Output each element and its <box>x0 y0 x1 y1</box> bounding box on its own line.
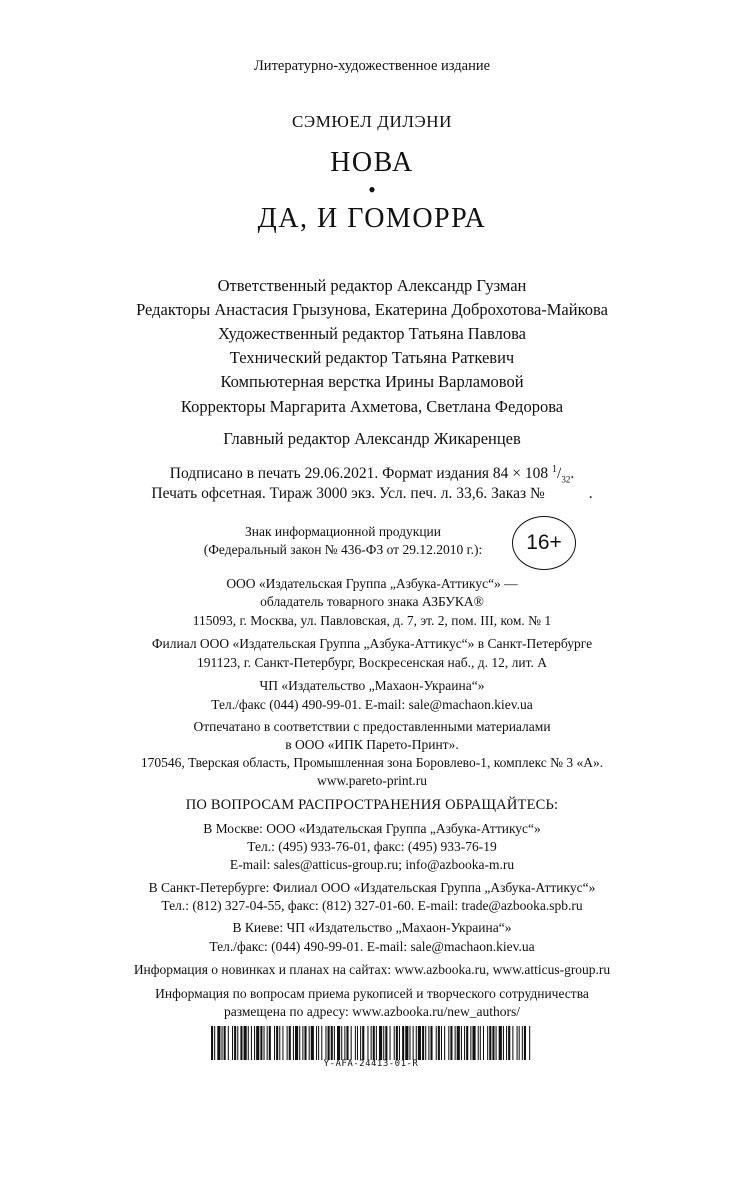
credit-line: Редакторы Анастасия Грызунова, Екатерина Доброхотова-Майкова <box>136 300 608 319</box>
barcode-bar <box>311 1026 314 1060</box>
branch-line: Филиал ООО «Издательская Группа „Азбука-Аттикус“» в Санкт-Петербурге <box>151 636 593 651</box>
barcode-bar <box>385 1026 387 1060</box>
barcode-bar <box>405 1026 408 1060</box>
chief-editor: Главный редактор Александр Жикаренцев <box>223 429 521 448</box>
barcode-bar <box>455 1026 456 1060</box>
barcode-bar <box>282 1026 283 1060</box>
barcode-bar <box>499 1026 502 1060</box>
barcode-bar <box>373 1026 375 1060</box>
fraction-denominator: 32 <box>561 474 571 485</box>
barcode-bar <box>248 1026 249 1060</box>
kiev-line: В Киеве: ЧП «Издательство „Махаон-Украина“» <box>232 920 512 935</box>
barcode-bar <box>222 1026 223 1060</box>
barcode-bar <box>444 1026 445 1060</box>
barcode-bar <box>309 1026 310 1060</box>
barcode-bar <box>346 1026 348 1060</box>
barcode-bar <box>214 1026 215 1060</box>
barcode-bar <box>399 1026 400 1060</box>
barcode-bar <box>383 1026 384 1060</box>
barcode-bar <box>321 1026 322 1060</box>
barcode-bar <box>517 1026 518 1060</box>
barcode-bar <box>480 1026 481 1060</box>
barcode-bar <box>371 1026 372 1060</box>
title-separator: • <box>368 177 376 202</box>
barcode-bar <box>492 1026 494 1060</box>
barcode-text: Y-AFA-24413-01-R <box>323 1059 419 1069</box>
barcode-bar <box>464 1026 465 1060</box>
age-rating-badge: 16+ <box>512 516 576 570</box>
barcode-bar <box>487 1026 488 1060</box>
barcode-bar <box>234 1026 236 1060</box>
barcode-bar <box>508 1026 510 1060</box>
barcode-bar <box>237 1026 238 1060</box>
barcode-bar <box>461 1026 462 1060</box>
barcode-bar <box>413 1026 414 1060</box>
credit-line: Корректоры Маргарита Ахметова, Светлана Федорова <box>180 397 564 416</box>
barcode-bar <box>293 1026 294 1060</box>
publisher-line: ООО «Издательская Группа „Азбука-Аттикус“» — <box>226 576 518 591</box>
publisher-line: обладатель товарного знака АЗБУКА® <box>260 594 484 609</box>
branch-line: 191123, г. Санкт-Петербург, Воскресенская наб., д. 12, лит. А <box>197 655 547 670</box>
barcode-bar <box>337 1026 340 1060</box>
barcode-bar <box>529 1026 530 1060</box>
manuscripts-line: Информация по вопросам приема рукописей и творческого сотрудничества <box>155 986 589 1001</box>
barcode-bar <box>360 1026 361 1060</box>
printer-line: Отпечатано в соответствии с предоставленными материалами <box>193 719 551 734</box>
kiev-line: Тел./факс: (044) 490-99-01. E-mail: sale@machaon.kiev.ua <box>209 939 535 954</box>
printer-line: в ООО «ИПК Парето-Принт». <box>285 737 459 752</box>
book-title-2: ДА, И ГОМОРРА <box>257 203 487 234</box>
print-info-text: . <box>588 485 593 502</box>
printer-line: 170546, Тверская область, Промышленная зона Боровлево-1, комплекс № 3 «А». <box>140 755 604 770</box>
print-info-text: Печать офсетная. Тираж 3000 экз. Усл. печ. л. 33,6. Заказ № <box>151 485 545 502</box>
barcode-bar <box>289 1026 291 1060</box>
barcode-bar <box>506 1026 507 1060</box>
spb-line: В Санкт-Петербурге: Филиал ООО «Издательская Группа „Азбука-Аттикус“» <box>148 880 596 895</box>
barcode-bar <box>299 1026 300 1060</box>
barcode-bar <box>390 1026 391 1060</box>
barcode-bar <box>260 1026 262 1060</box>
barcode-bar <box>351 1026 352 1060</box>
barcode-bar <box>448 1026 449 1060</box>
barcode-bar <box>334 1026 335 1060</box>
barcode-bar <box>519 1026 520 1060</box>
manuscripts-line: размещена по адресу: www.azbooka.ru/new_authors/ <box>223 1004 521 1019</box>
barcode-bar <box>256 1026 259 1060</box>
moscow-line: E-mail: sales@atticus-group.ru; info@azbooka-m.ru <box>229 857 515 872</box>
barcode-bar <box>224 1026 226 1060</box>
barcode-bar <box>422 1026 424 1060</box>
barcode-bar <box>211 1026 213 1060</box>
barcode-bar <box>325 1026 326 1060</box>
barcode-bar <box>522 1026 523 1060</box>
barcode-bar <box>362 1026 364 1060</box>
spb-line: Тел.: (812) 327-04-55, факс: (812) 327-01-60. E-mail: trade@azbooka.spb.ru <box>161 898 583 913</box>
barcode-bar <box>483 1026 484 1060</box>
moscow-line: Тел.: (495) 933-76-01, факс: (495) 933-76-19 <box>247 839 497 854</box>
barcode-bar <box>328 1026 330 1060</box>
barcode-bar <box>430 1026 432 1060</box>
barcode-bar <box>503 1026 504 1060</box>
publisher-line: 115093, г. Москва, ул. Павловская, д. 7, эт. 2, пом. III, ком. № 1 <box>192 613 552 628</box>
barcode-bar <box>304 1026 306 1060</box>
barcode-bar <box>318 1026 319 1060</box>
barcode-bar <box>402 1026 404 1060</box>
barcode-bar <box>316 1026 317 1060</box>
barcode-bar <box>217 1026 220 1060</box>
barcode-bar <box>524 1026 526 1060</box>
barcode-bar <box>441 1026 442 1060</box>
barcode-bar <box>470 1026 471 1060</box>
barcode-bar <box>450 1026 452 1060</box>
ukraine-line: ЧП «Издательство „Махаон-Украина“» <box>259 678 485 693</box>
barcode-bar <box>269 1026 271 1060</box>
barcode-bar <box>341 1026 342 1060</box>
barcode-bar <box>438 1026 440 1060</box>
websites-line: Информация о новинках и планах на сайтах: www.azbooka.ru, www.atticus-group.ru <box>133 962 611 977</box>
book-title-1: НОВА <box>330 147 414 178</box>
credit-line: Художественный редактор Татьяна Павлова <box>218 324 526 343</box>
barcode-bar <box>264 1026 265 1060</box>
barcode-bar <box>478 1026 479 1060</box>
barcode-bar <box>244 1026 247 1060</box>
barcode-bar <box>344 1026 345 1060</box>
barcode-bar <box>379 1026 382 1060</box>
barcode-bar <box>279 1026 280 1060</box>
barcode-bar <box>409 1026 410 1060</box>
barcode-bar <box>496 1026 497 1060</box>
info-symbol-law: (Федеральный закон № 436-ФЗ от 29.12.2010 г.): <box>203 542 483 557</box>
barcode-bar <box>376 1026 377 1060</box>
barcode-bar <box>251 1026 252 1060</box>
barcode-bar <box>472 1026 475 1060</box>
barcode-bar <box>416 1026 417 1060</box>
print-info-text: . <box>570 465 575 483</box>
fraction-numerator: 1 <box>552 464 558 475</box>
barcode-bar <box>240 1026 242 1060</box>
author-name: СЭМЮЕЛ ДИЛЭНИ <box>291 112 453 131</box>
barcode-bar <box>418 1026 421 1060</box>
credit-line: Компьютерная верстка Ирины Варламовой <box>220 372 524 391</box>
barcode-bar <box>355 1026 356 1060</box>
barcode-bar <box>331 1026 333 1060</box>
barcode-bar <box>394 1026 395 1060</box>
barcode-bar <box>274 1026 275 1060</box>
barcode-bar <box>357 1026 358 1060</box>
barcode-bar <box>512 1026 513 1060</box>
barcode-bar <box>425 1026 426 1060</box>
fraction-slash: / <box>557 465 562 483</box>
print-info-text: Подписано в печать 29.06.2021. Формат издания 84 × 108 <box>169 465 553 483</box>
barcode-bar <box>367 1026 368 1060</box>
barcode-bar <box>302 1026 303 1060</box>
barcode-bar <box>457 1026 460 1060</box>
barcode-bar <box>295 1026 298 1060</box>
barcode-bar <box>436 1026 437 1060</box>
genre-label: Литературно-художественное издание <box>253 58 491 74</box>
print-info-line-2 <box>0 485 744 503</box>
barcode-bar <box>232 1026 233 1060</box>
info-symbol-label: Знак информационной продукции <box>244 524 442 539</box>
barcode-bar <box>267 1026 268 1060</box>
printer-line: www.pareto-print.ru <box>316 773 428 788</box>
distribution-heading: ПО ВОПРОСАМ РАСПРОСТРАНЕНИЯ ОБРАЩАЙТЕСЬ: <box>185 797 559 813</box>
credit-line: Технический редактор Татьяна Раткевич <box>229 348 515 367</box>
moscow-line: В Москве: ООО «Издательская Группа „Азбука-Аттикус“» <box>203 821 541 836</box>
barcode-bar <box>466 1026 468 1060</box>
barcode-bar <box>428 1026 429 1060</box>
ukraine-line: Тел./факс (044) 490-99-01. E-mail: sale@machaon.kiev.ua <box>211 697 533 712</box>
barcode-bar <box>287 1026 288 1060</box>
credit-line: Ответственный редактор Александр Гузман <box>217 276 527 295</box>
barcode-bar <box>276 1026 278 1060</box>
barcode-bar <box>228 1026 229 1060</box>
print-info-line-1 <box>0 464 744 484</box>
barcode-bar <box>489 1026 491 1060</box>
barcode-bar <box>396 1026 398 1060</box>
barcode-bar <box>254 1026 255 1060</box>
